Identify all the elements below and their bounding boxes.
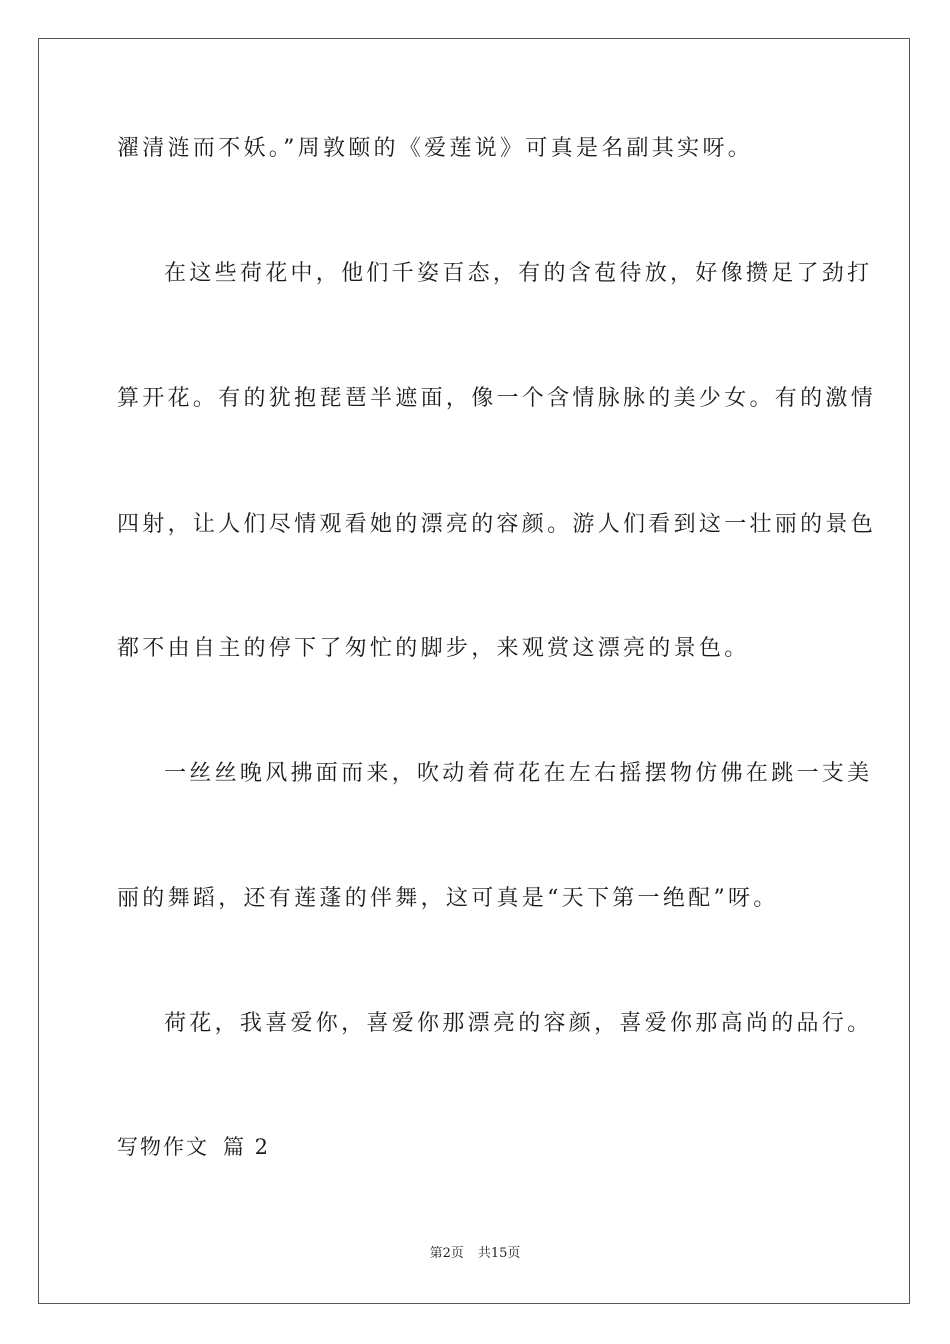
section-heading-number: 篇 2 [223, 1135, 271, 1159]
page-number: 第2页 [429, 1246, 464, 1261]
body-text-line: 荷花，我喜爱你，喜爱你那漂亮的容颜，喜爱你那高尚的品行。 [164, 1011, 873, 1036]
page-border [38, 38, 910, 1304]
page-footer [0, 1245, 950, 1263]
section-heading-title: 写物作文 [117, 1135, 209, 1159]
page-total: 共15页 [477, 1246, 521, 1261]
body-text-line: 四射，让人们尽情观看她的漂亮的容颜。游人们看到这一壮丽的景色 [117, 512, 877, 537]
body-text-line: 算开花。有的犹抱琵琶半遮面，像一个含情脉脉的美少女。有的激情 [117, 386, 877, 411]
body-text-line: 在这些荷花中，他们千姿百态，有的含苞待放，好像攒足了劲打 [164, 261, 873, 286]
body-text-line: 一丝丝晚风拂面而来，吹动着荷花在左右摇摆物仿佛在跳一支美 [164, 761, 873, 786]
body-text-line: 都不由自主的停下了匆忙的脚步，来观赏这漂亮的景色。 [117, 636, 750, 661]
section-heading [117, 1132, 270, 1162]
body-text-line: 濯清涟而不妖。”周敦颐的《爱莲说》可真是名副其实呀。 [117, 136, 754, 161]
body-text-line: 丽的舞蹈，还有莲蓬的伴舞，这可真是“天下第一绝配”呀。 [117, 886, 779, 911]
